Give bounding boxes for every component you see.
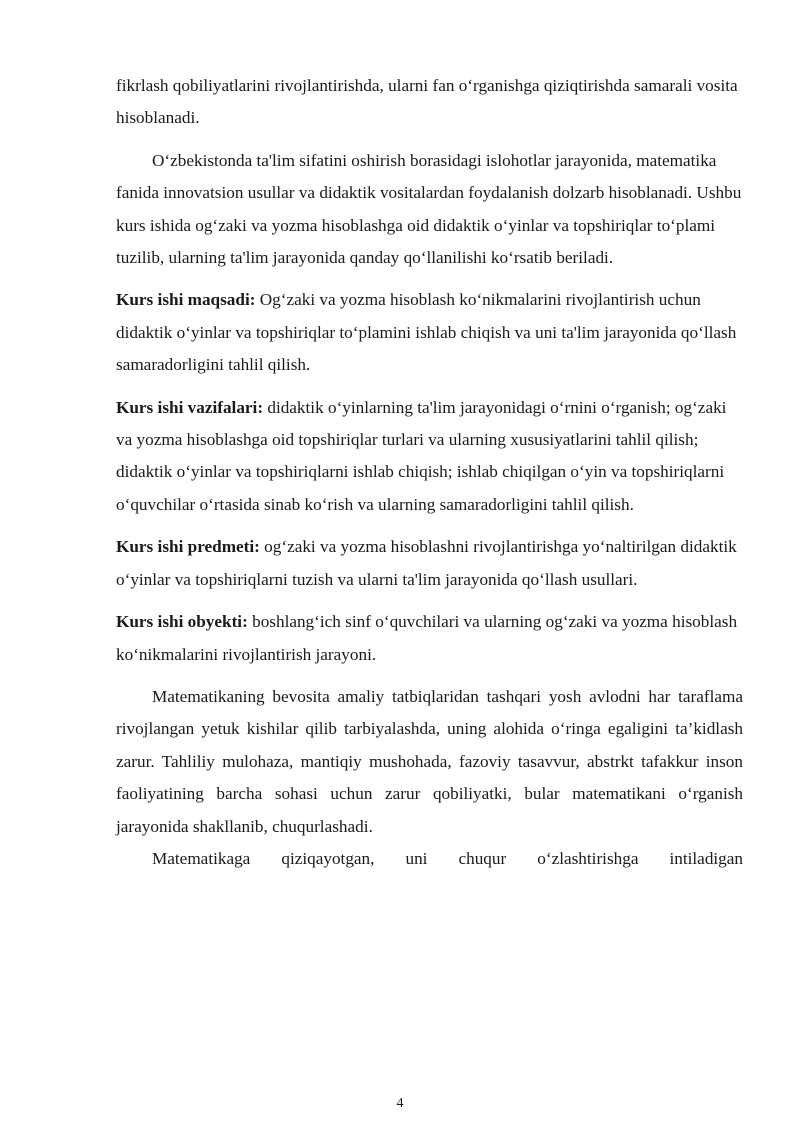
subject-text: og‘zaki va yozma hisoblashni rivojlantirishga yo‘naltirilgan didaktik o‘yinlar va topshiriqlarni tuzish va ularni ta'lim jarayonida qo‘llash usullari. bbox=[116, 537, 737, 589]
document-page bbox=[116, 70, 743, 875]
paragraph-continuation: fikrlash qobiliyatlarini rivojlantirishda, ularni fan o‘rganishga qiziqtirishda samarali vosita hisoblanadi. bbox=[116, 76, 738, 128]
paragraph-mathematics-role: Matematikaning bevosita amaliy tatbiqlaridan tashqari yosh avlodni har taraflama rivojlangan yetuk kishilar qilib tarbiyalashda, uning alohida o‘ringa egaligini ta’kidlash zarur. Tahliliy mulohaza, mantiqiy mushohada, fazoviy tasavvur, abstrkt tafakkur inson faoliyatining barcha sohasi uchun zarur qobiliyatki, bular matematikani o‘rganish jarayonida shakllanib, chuqurlashadi. bbox=[116, 686, 743, 836]
paragraph-reform-context: O‘zbekistonda ta'lim sifatini oshirish borasidagi islohotlar jarayonida, matematika fanida innovatsion usullar va didaktik vositalardan foydalanish dolzarb hisoblanadi. Ushbu kurs ishida og‘zaki va yozma hisoblashga oid didaktik o‘yinlar va topshiriqlar to‘plami tuzilib, ularning ta'lim jarayonida qanday qo‘llanilishi ko‘rsatib beriladi. bbox=[116, 150, 742, 268]
tasks-label: Kurs ishi vazifalari: bbox=[116, 397, 264, 417]
tasks-text: didaktik o‘yinlarning ta'lim jarayonidagi o‘rnini o‘rganish; og‘zaki va yozma hisoblashga oid topshiriqlar turlari va ularning xususiyatlarini tahlil qilish; didaktik o‘yinlar va topshiriqlarni ishlab chiqish; ishlab chiqilgan o‘yin va topshiriqlarni o‘quvchilar o‘rtasida sinab ko‘rish va ularning samaradorligini tahlil qilish. bbox=[116, 397, 727, 514]
paragraph-goal bbox=[116, 284, 743, 381]
subject-label: Kurs ishi predmeti: bbox=[116, 537, 260, 557]
paragraph-mathematics-interest: Matematikaga qiziqayotgan, uni chuqur o‘zlashtirishga intiladigan bbox=[152, 848, 743, 868]
paragraph-subject bbox=[116, 531, 743, 596]
page-number: 4 bbox=[396, 1096, 404, 1111]
goal-label: Kurs ishi maqsadi: bbox=[116, 290, 256, 310]
object-text: boshlang‘ich sinf o‘quvchilari va ularning og‘zaki va yozma hisoblash ko‘nikmalarini rivojlantirish jarayoni. bbox=[116, 612, 738, 664]
goal-text: Og‘zaki va yozma hisoblash ko‘nikmalarini rivojlantirish uchun didaktik o‘yinlar va topshiriqlar to‘plamini ishlab chiqish va uni ta'lim jarayonida qo‘llash samaradorligini tahlil qilish. bbox=[116, 290, 737, 375]
paragraph-object bbox=[116, 606, 743, 671]
object-label: Kurs ishi obyekti: bbox=[116, 612, 248, 632]
paragraph-tasks bbox=[116, 392, 743, 522]
